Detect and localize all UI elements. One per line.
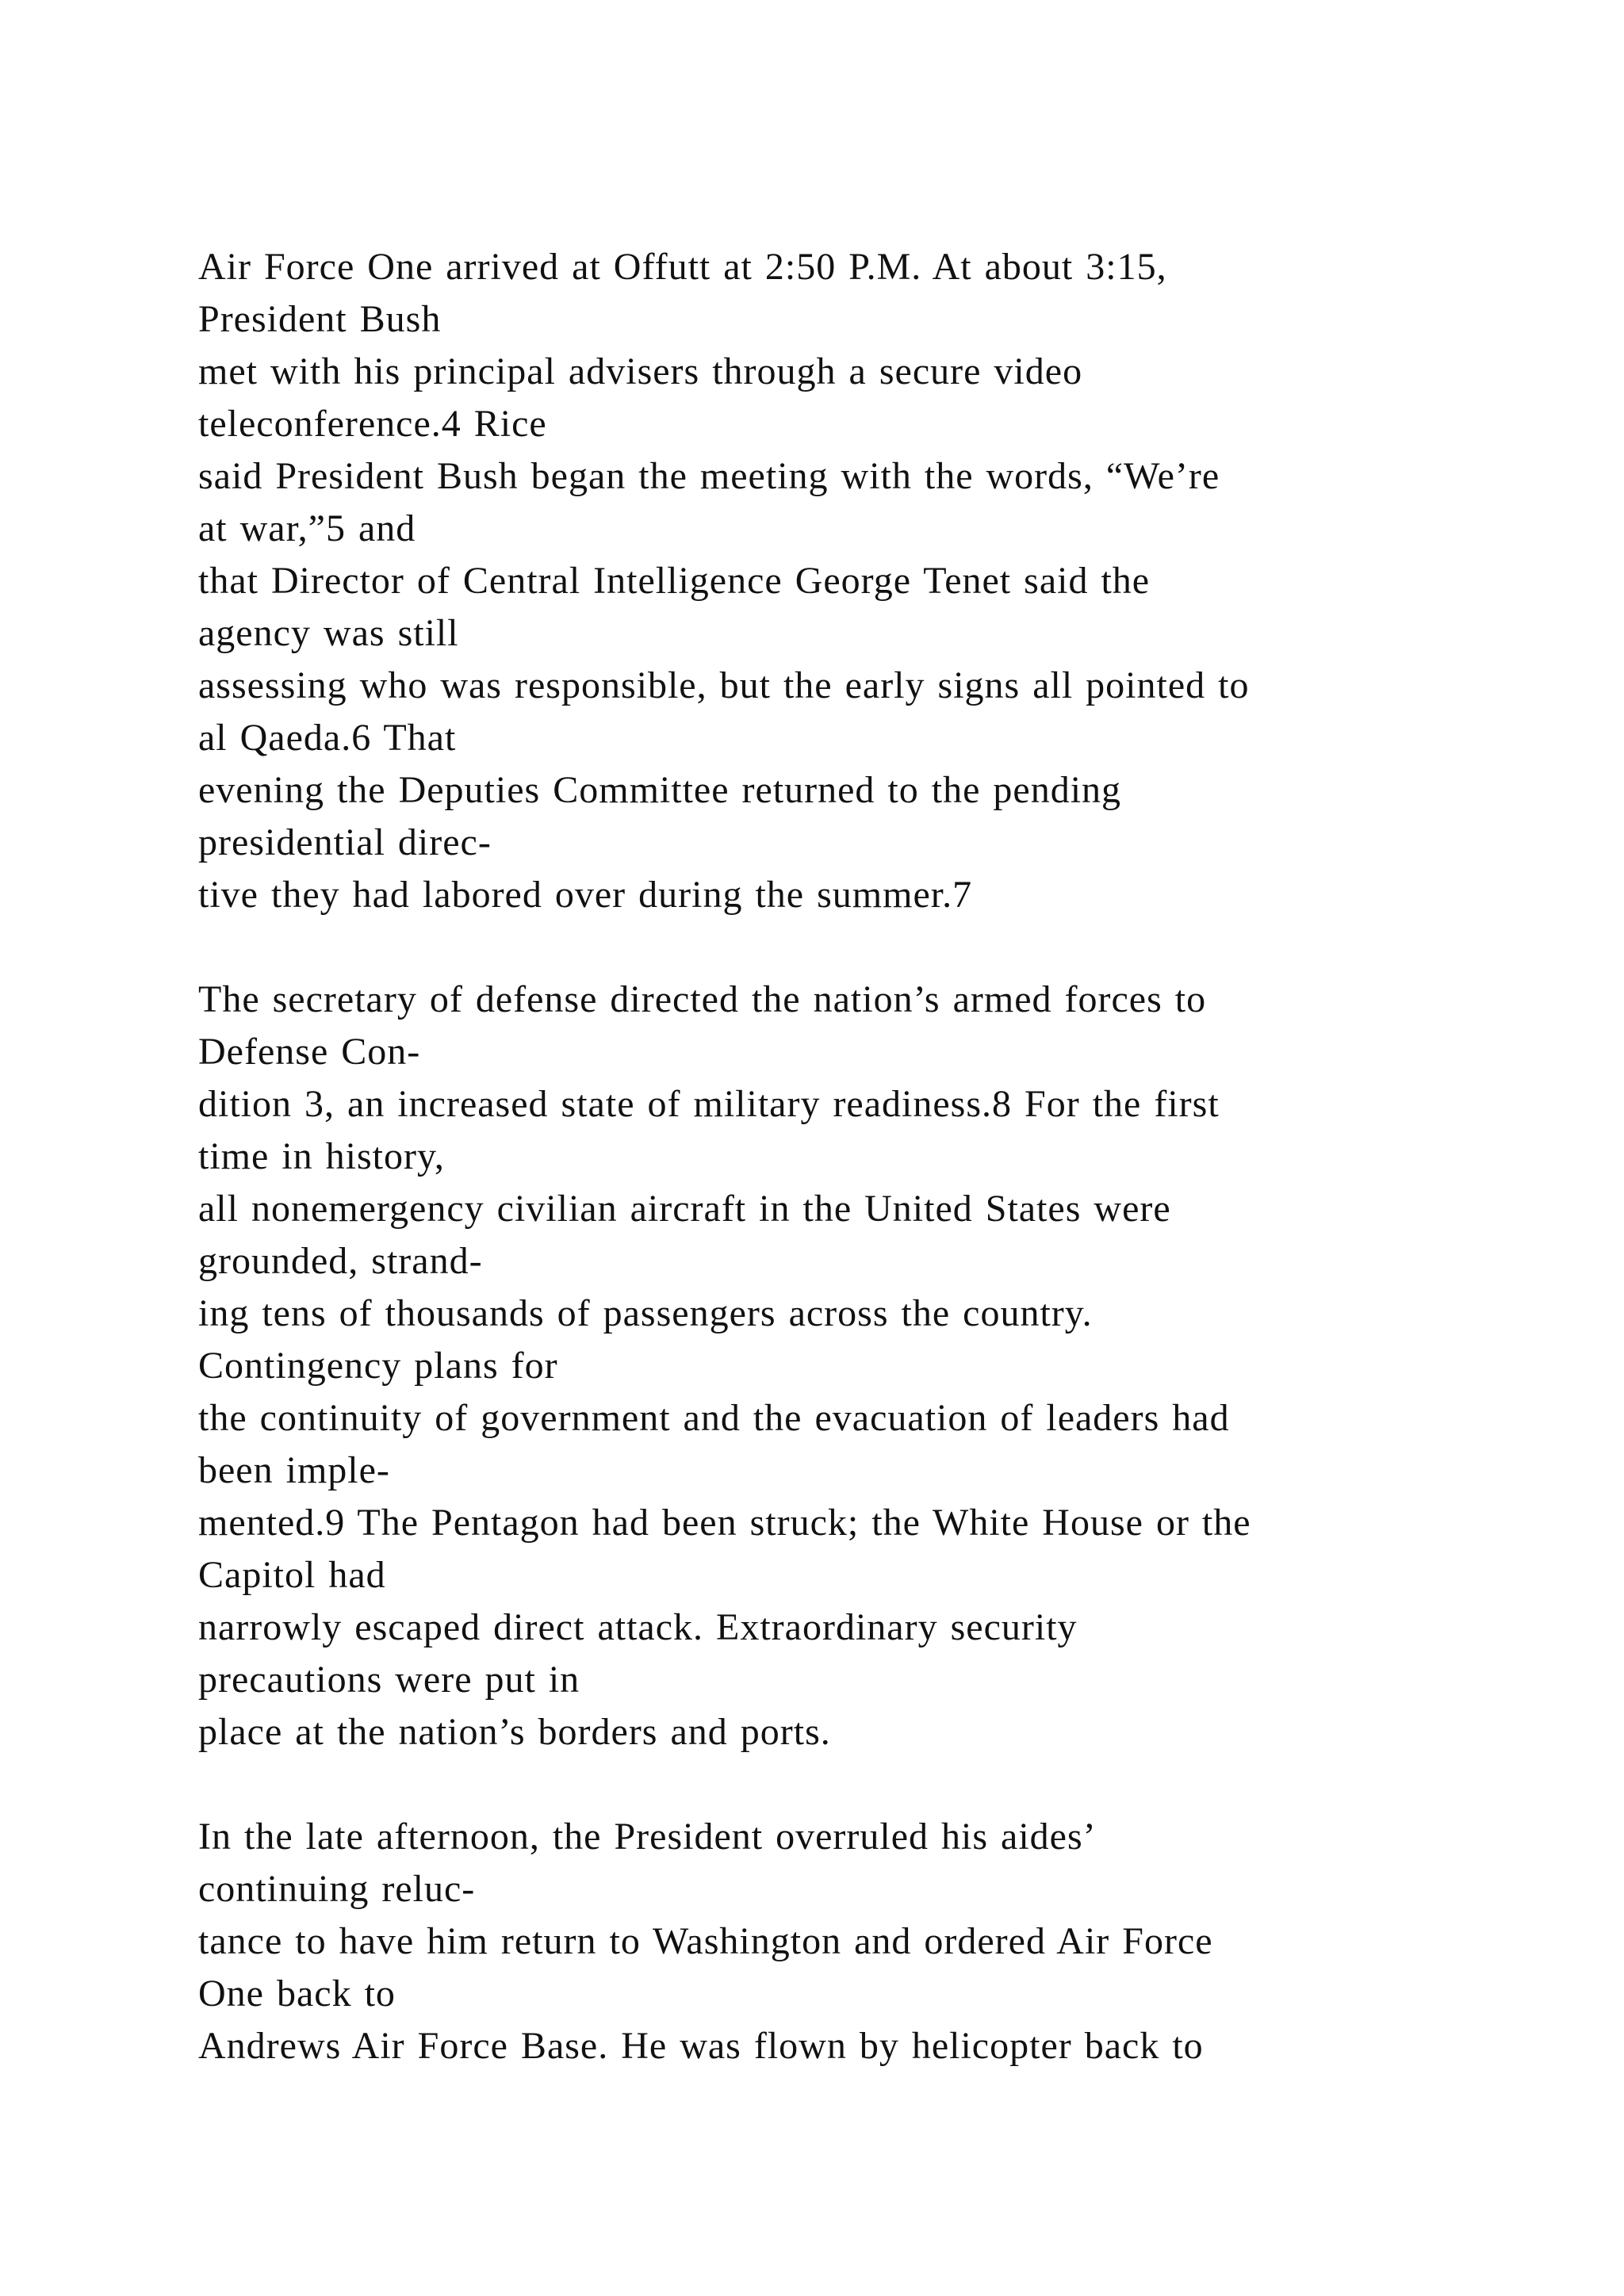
text-line: tance to have him return to Washington and ordered Air Force (198, 1920, 1213, 1962)
text-line: ing tens of thousands of passengers across the country. (198, 1292, 1093, 1334)
text-line: dition 3, an increased state of military readiness.8 For the first (198, 1083, 1220, 1125)
paragraph-1 (198, 241, 1546, 921)
text-line: the continuity of government and the evacuation of leaders had (198, 1397, 1230, 1439)
text-line: teleconference.4 Rice (198, 403, 547, 445)
text-line: assessing who was responsible, but the early signs all pointed to (198, 664, 1250, 706)
text-line: place at the nation’s borders and ports. (198, 1711, 831, 1753)
text-line: continuing reluc- (198, 1868, 476, 1910)
text-line: narrowly escaped direct attack. Extraordinary security (198, 1606, 1078, 1648)
text-line: Andrews Air Force Base. He was flown by helicopter back to (198, 2025, 1204, 2067)
text-line: precautions were put in (198, 1659, 580, 1701)
text-line: President Bush (198, 298, 442, 340)
text-line: evening the Deputies Committee returned to the pending (198, 769, 1122, 811)
paragraph-gap (198, 1758, 1546, 1811)
text-line: grounded, strand- (198, 1240, 483, 1282)
text-line: time in history, (198, 1135, 445, 1177)
text-line: Capitol had (198, 1554, 386, 1596)
text-line: al Qaeda.6 That (198, 717, 457, 759)
text-line: Air Force One arrived at Offutt at 2:50 P.M. At about 3:15, (198, 246, 1167, 288)
text-line: tive they had labored over during the summer.7 (198, 874, 973, 916)
text-line: agency was still (198, 612, 459, 654)
text-line: One back to (198, 1973, 396, 2015)
text-line: In the late afternoon, the President overruled his aides’ (198, 1816, 1097, 1858)
text-line: The secretary of defense directed the nation’s armed forces to (198, 978, 1207, 1020)
paragraph-2 (198, 974, 1546, 1758)
text-line: all nonemergency civilian aircraft in the United States were (198, 1188, 1171, 1230)
text-line: Defense Con- (198, 1031, 421, 1073)
text-line: at war,”5 and (198, 507, 416, 549)
document-body (198, 241, 1546, 2072)
text-line: been imple- (198, 1449, 390, 1491)
text-line: Contingency plans for (198, 1345, 558, 1387)
paragraph-3 (198, 1811, 1546, 2072)
text-line: said President Bush began the meeting with the words, “We’re (198, 455, 1220, 497)
text-line: that Director of Central Intelligence George Tenet said the (198, 560, 1151, 602)
text-line: met with his principal advisers through a secure video (198, 350, 1083, 392)
text-line: mented.9 The Pentagon had been struck; the White House or the (198, 1502, 1251, 1544)
paragraph-gap (198, 921, 1546, 974)
text-line: presidential direc- (198, 821, 492, 863)
